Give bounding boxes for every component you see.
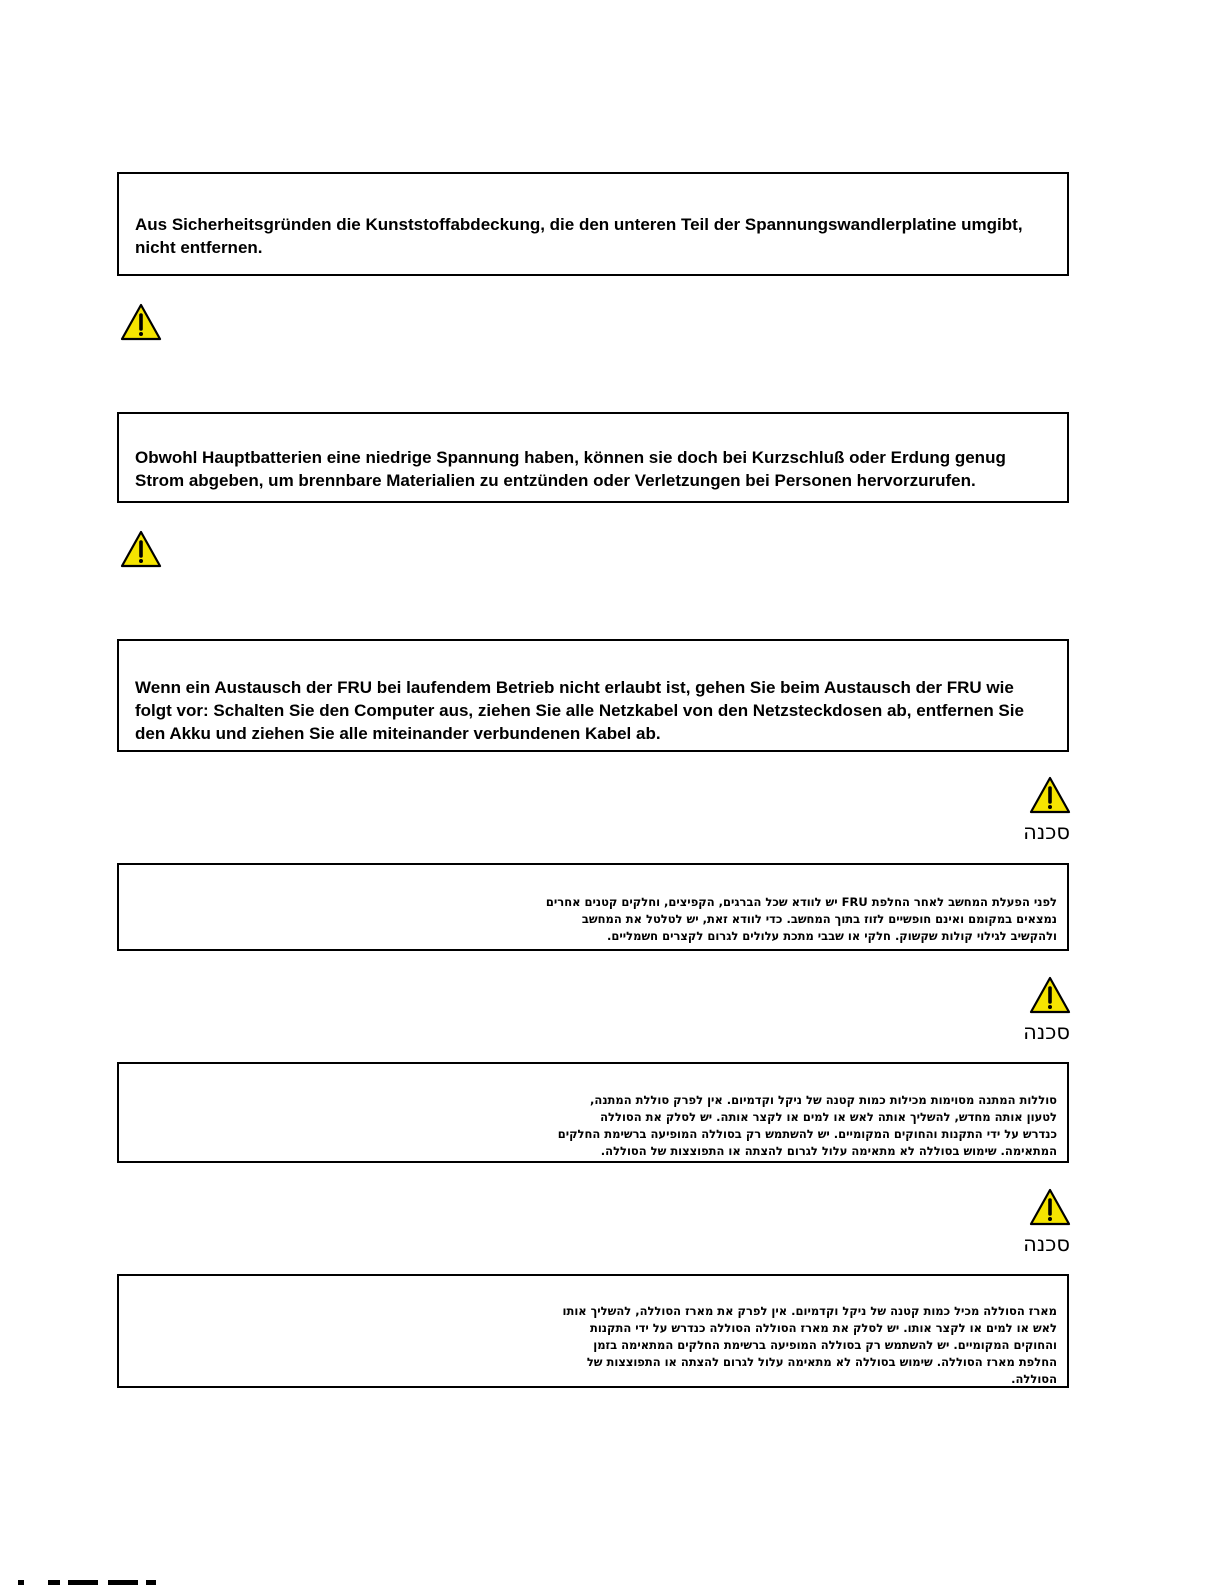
notice-box-1 xyxy=(117,172,1069,276)
notice-line: לאש או למים או לקצר אותו. יש לסלק את מארז הסוללה הסוללה כנדרש על ידי התקנות xyxy=(590,1321,1057,1335)
notice-text: Aus Sicherheitsgründen die Kunststoffabdeckung, die den unteren Teil der Spannungswandlerplatine umgibt, nicht entfernen. xyxy=(135,215,1023,257)
notice-line: לפני הפעלת המחשב לאחר החלפת FRU יש לוודא שכל הברגים, הקפיצים, וחלקים קטנים אחרים xyxy=(545,895,1057,909)
notice-text: Wenn ein Austausch der FRU bei laufendem Betrieb nicht erlaubt ist, gehen Sie beim Austausch der FRU wie folgt vor: Schalten Sie den Computer aus, ziehen Sie alle Netzkabel von den Netzsteckdosen ab, entfernen Sie den Akku und ziehen Sie alle miteinander verbundenen Kabel ab. xyxy=(135,678,1024,743)
warning-triangle-icon xyxy=(119,529,163,569)
danger-heading: סכנה xyxy=(1023,1020,1070,1044)
notice-line: והחוקים המקומיים. יש להשתמש רק בסוללה המופיעה ברשימת החלקים המתאימה בזמן xyxy=(593,1338,1057,1352)
notice-box-6 xyxy=(117,1274,1069,1388)
notice-text xyxy=(509,894,1057,945)
notice-text: Obwohl Hauptbatterien eine niedrige Spannung haben, können sie doch bei Kurzschluß oder Erdung genug Strom abgeben, um brennbare Materialien zu entzünden oder Verletzungen bei Personen hervorzurufen. xyxy=(135,448,1006,490)
notice-line: הסוללה. xyxy=(1011,1372,1057,1386)
notice-box-2 xyxy=(117,412,1069,503)
warning-triangle-icon xyxy=(1028,1187,1072,1227)
notice-line: סוללות המתנה מסוימות מכילות כמות קטנה של ניקל וקדמיום. אין לפרק סוללת המתנה, xyxy=(590,1093,1057,1107)
notice-box-4 xyxy=(117,863,1069,951)
danger-heading: סכנה xyxy=(1023,820,1070,844)
notice-text xyxy=(509,1092,1057,1160)
cropped-footer-marks xyxy=(18,1576,168,1585)
notice-line: לטעון אותה מחדש, להשליך אותה לאש או למים או לקצר אותה. יש לסלק את הסוללה xyxy=(600,1110,1057,1124)
danger-heading: סכנה xyxy=(1023,1232,1070,1256)
notice-line: ולהקשיב לגילוי קולות שקשוק. חלקי או שבבי מתכת עלולים לגרום לקצרים חשמליים. xyxy=(607,929,1057,943)
notice-line: כנדרש על ידי התקנות והחוקים המקומיים. יש להשתמש רק בסוללה המופיעה ברשימת החלקים xyxy=(557,1127,1057,1141)
warning-triangle-icon xyxy=(1028,775,1072,815)
warning-triangle-icon xyxy=(119,302,163,342)
notice-line: החלפת מארז הסוללה. שימוש בסוללה לא מתאימה עלול לגרום להצתה או התפוצצות של xyxy=(586,1355,1057,1369)
notice-line: מארז הסוללה מכיל כמות קטנה של ניקל וקדמיום. אין לפרק את מארז הסוללה, להשליך אותו xyxy=(562,1304,1057,1318)
notice-text xyxy=(509,1303,1057,1388)
notice-line: נמצאים במקומם ואינם חופשיים לזוז בתוך המחשב. כדי לוודא זאת, יש לטלטל את המחשב xyxy=(581,912,1057,926)
notice-box-5 xyxy=(117,1062,1069,1163)
notice-box-3 xyxy=(117,639,1069,752)
warning-triangle-icon xyxy=(1028,975,1072,1015)
notice-line: המתאימה. שימוש בסוללה לא מתאימה עלול לגרום להצתה או התפוצצות של הסוללה. xyxy=(600,1144,1057,1158)
